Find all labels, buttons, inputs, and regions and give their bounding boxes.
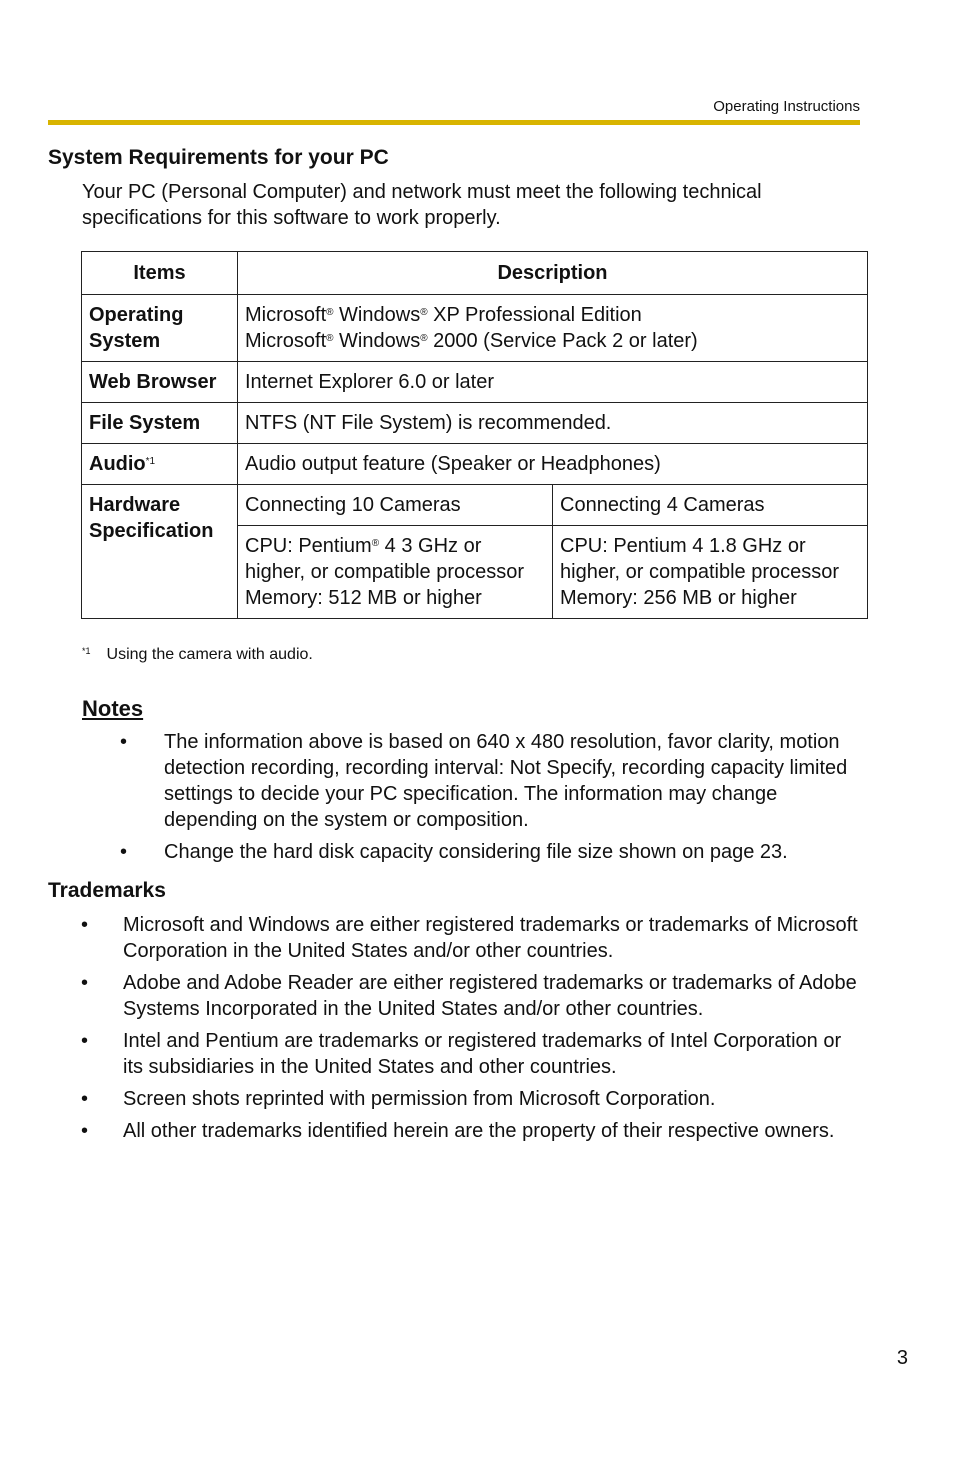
registered-mark: ® bbox=[326, 333, 334, 344]
hardware-col1-spec bbox=[238, 526, 553, 619]
list-item bbox=[81, 970, 863, 1022]
section-title-system-requirements: System Requirements for your PC bbox=[48, 146, 389, 169]
row-label-audio bbox=[82, 444, 238, 485]
trademarks-list bbox=[81, 912, 863, 1150]
audio-label: Audio bbox=[89, 453, 146, 475]
bullet-icon: • bbox=[81, 1030, 89, 1052]
hardware-col2-head: Connecting 4 Cameras bbox=[553, 485, 868, 526]
footnote-mark: *1 bbox=[82, 646, 91, 656]
table-row bbox=[82, 295, 868, 362]
row-label-os: Operating System bbox=[82, 295, 238, 362]
trademark-text: Microsoft and Windows are either registered trademarks or trademarks of Microsoft Corporation in the United States and/or other countries. bbox=[123, 914, 858, 962]
bullet-icon: • bbox=[81, 972, 89, 994]
row-value-browser: Internet Explorer 6.0 or later bbox=[238, 362, 868, 403]
bullet-icon: • bbox=[81, 914, 89, 936]
spec-line: CPU: Pentium 4 1.8 GHz or bbox=[560, 535, 806, 557]
header-items: Items bbox=[82, 252, 238, 295]
registered-mark: ® bbox=[420, 307, 428, 318]
trademark-text: Intel and Pentium are trademarks or registered trademarks of Intel Corporation or its subsidiaries in the United States and other countries. bbox=[123, 1030, 842, 1078]
note-text: The information above is based on 640 x 480 resolution, favor clarity, motion detection recording, recording interval: Not Specify, recording capacity limited settings to decide your PC specification. The information may change depending on the system or composition. bbox=[164, 731, 848, 831]
spec-line: higher, or compatible processor bbox=[245, 561, 525, 583]
footnote-ref: *1 bbox=[145, 456, 156, 467]
hardware-col2-spec bbox=[553, 526, 868, 619]
table-header-row bbox=[82, 252, 868, 295]
row-value-filesystem: NTFS (NT File System) is recommended. bbox=[238, 403, 868, 444]
row-value-audio: Audio output feature (Speaker or Headphones) bbox=[238, 444, 868, 485]
intro-paragraph: Your PC (Personal Computer) and network must meet the following technical specifications for this software to work properly. bbox=[82, 181, 762, 229]
footnote bbox=[82, 646, 313, 664]
spec-line: Memory: 512 MB or higher bbox=[245, 587, 482, 609]
bullet-icon: • bbox=[81, 1088, 89, 1110]
header-description: Description bbox=[238, 252, 868, 295]
section-title-trademarks: Trademarks bbox=[48, 879, 166, 902]
row-label-hardware: Hardware Specification bbox=[82, 485, 238, 619]
note-text: Change the hard disk capacity considering file size shown on page 23. bbox=[164, 841, 788, 863]
bullet-icon: • bbox=[120, 731, 128, 753]
trademark-text: All other trademarks identified herein are the property of their respective owners. bbox=[123, 1120, 835, 1142]
registered-mark: ® bbox=[420, 333, 428, 344]
notes-list bbox=[120, 729, 864, 871]
page-number: 3 bbox=[896, 1347, 908, 1369]
row-label-browser: Web Browser bbox=[82, 362, 238, 403]
footnote-text: Using the camera with audio. bbox=[106, 646, 313, 663]
spec-line: Memory: 256 MB or higher bbox=[560, 587, 797, 609]
list-item bbox=[81, 1086, 863, 1112]
trademark-text: Screen shots reprinted with permission from Microsoft Corporation. bbox=[123, 1088, 716, 1110]
spec-line: CPU: Pentium® 4 3 GHz or bbox=[245, 535, 482, 557]
registered-mark: ® bbox=[371, 538, 380, 549]
row-label-filesystem: File System bbox=[82, 403, 238, 444]
list-item bbox=[120, 729, 864, 833]
table-row bbox=[82, 485, 868, 526]
list-item bbox=[120, 839, 864, 865]
requirements-table bbox=[81, 251, 868, 619]
table-row bbox=[82, 444, 868, 485]
hardware-col1-head: Connecting 10 Cameras bbox=[238, 485, 553, 526]
os-line-2: Microsoft® Windows® 2000 (Service Pack 2 or later) bbox=[245, 330, 698, 352]
os-line-1: Microsoft® Windows® XP Professional Edition bbox=[245, 304, 642, 326]
list-item bbox=[81, 1118, 863, 1144]
table-row bbox=[82, 362, 868, 403]
spec-line: higher, or compatible processor bbox=[560, 561, 840, 583]
bullet-icon: • bbox=[81, 1120, 89, 1142]
header-rule bbox=[48, 120, 860, 125]
registered-mark: ® bbox=[326, 307, 334, 318]
trademark-text: Adobe and Adobe Reader are either registered trademarks or trademarks of Adobe Systems Incorporated in the United States and/or other countries. bbox=[123, 972, 857, 1020]
list-item bbox=[81, 912, 863, 964]
bullet-icon: • bbox=[120, 841, 128, 863]
list-item bbox=[81, 1028, 863, 1080]
table-row bbox=[82, 403, 868, 444]
notes-title: Notes bbox=[82, 696, 144, 721]
row-value-os bbox=[238, 295, 868, 362]
running-header: Operating Instructions bbox=[713, 98, 860, 115]
